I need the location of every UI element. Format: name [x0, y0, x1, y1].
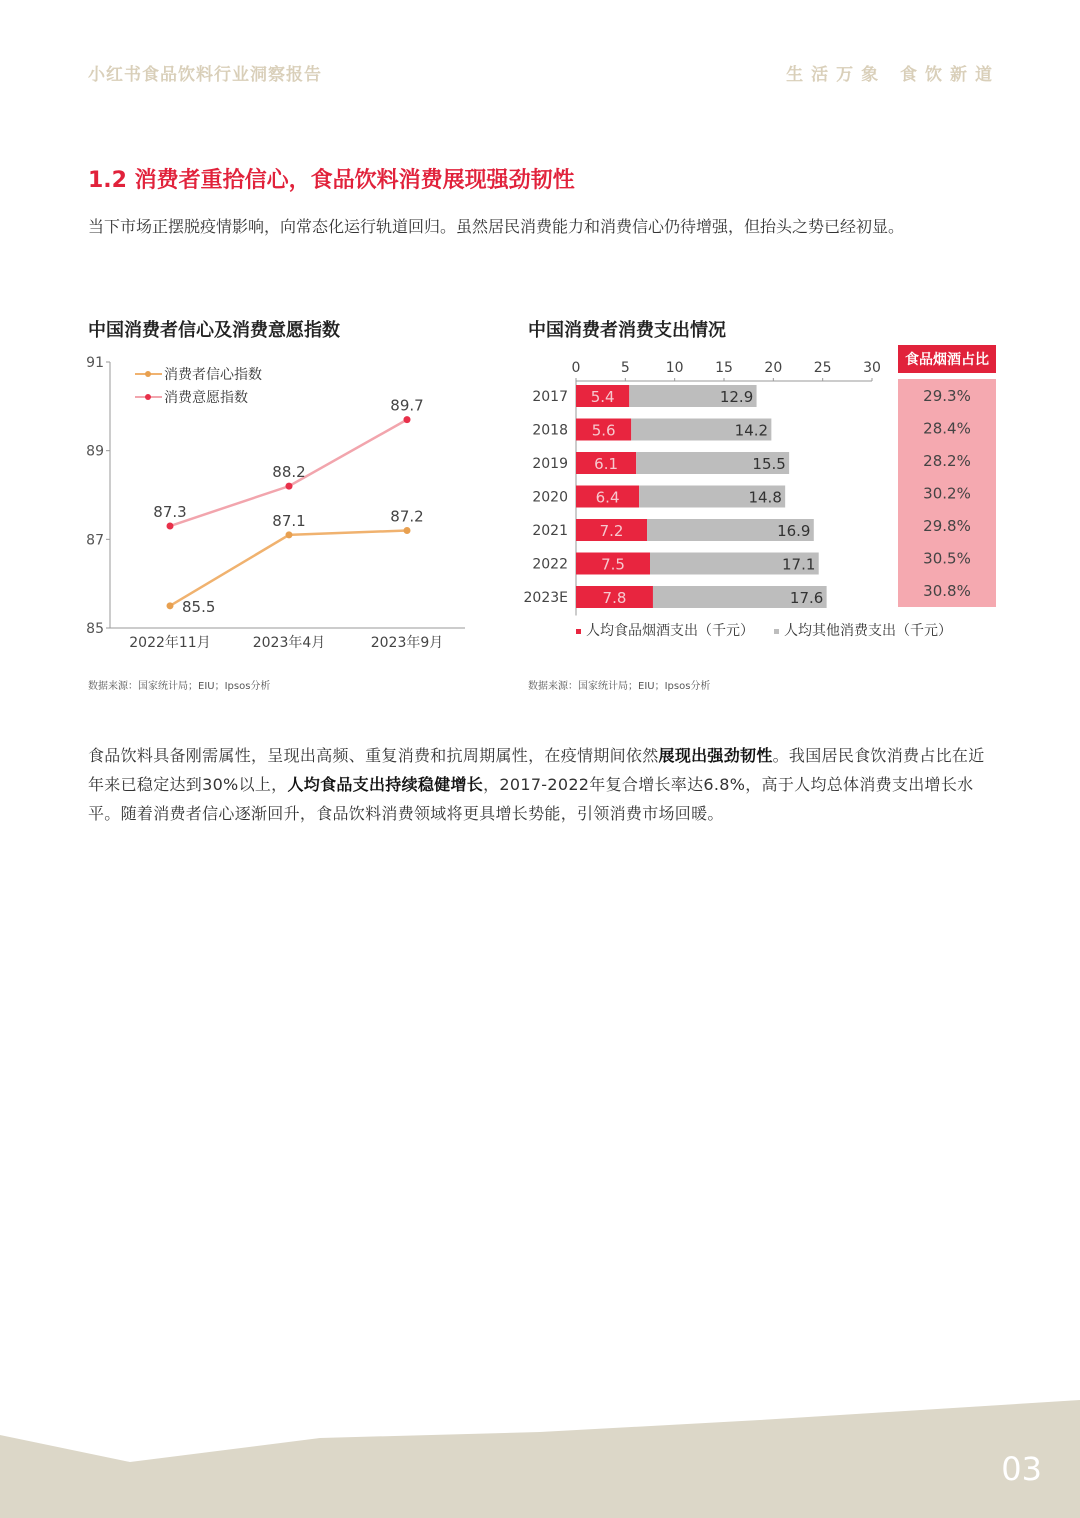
body-text-3: ，2017-2022年复合增长率达6.8%，高于人均总体消费支出增长水平。随着消费者信心逐渐回升，食品饮料消费领域将更具增长势能，引领消费市场回暖。: [88, 775, 974, 823]
report-title: 小红书食品饮料行业洞察报告: [88, 65, 322, 85]
x-tick-label: 10: [665, 360, 684, 376]
body-paragraph: [88, 741, 1000, 828]
y-tick-label: 85: [86, 621, 104, 637]
bar-other-label: 16.9: [777, 522, 811, 540]
x-tick-label: 0: [571, 360, 581, 376]
x-tick-label: 25: [813, 360, 832, 376]
line-chart-source: 数据来源：国家统计局；EIU；Ipsos分析: [88, 681, 271, 692]
x-tick-label: 30: [863, 360, 881, 376]
legend-label: 人均其他消费支出（千元）: [784, 623, 952, 639]
data-point: [404, 416, 411, 423]
data-label: 87.2: [390, 507, 424, 526]
x-tick-label: 2023年4月: [252, 635, 326, 651]
data-label: 87.3: [153, 503, 187, 522]
data-label: 87.1: [272, 511, 306, 530]
series-line: [170, 530, 407, 605]
page-number: 03: [1001, 1450, 1042, 1488]
section-title: 1.2 消费者重拾信心，食品饮料消费展现强劲韧性: [88, 168, 575, 193]
legend-swatch: [576, 629, 581, 634]
data-point: [167, 602, 174, 609]
x-tick-label: 20: [764, 360, 783, 376]
y-tick-label: 2020: [532, 489, 568, 506]
bar-food-label: 7.5: [601, 555, 625, 574]
side-table-value: 30.5%: [923, 549, 971, 568]
bar-other-label: 17.6: [789, 589, 824, 607]
line-chart-title: 中国消费者信心及消费意愿指数: [88, 320, 340, 341]
legend-label: 消费意愿指数: [164, 390, 248, 406]
legend-swatch: [774, 629, 779, 634]
legend-marker: [145, 394, 151, 400]
data-point: [286, 531, 293, 538]
y-tick-label: 2017: [532, 389, 568, 405]
y-tick-label: 2018: [532, 422, 568, 439]
legend-label: 人均食品烟酒支出（千元）: [586, 623, 754, 639]
body-bold-2: 人均食品支出持续稳健增长: [287, 775, 484, 794]
body-text-2: 。我国居民食饮消费占比在近年来已稳定达到30%以上，: [88, 746, 985, 794]
bar-food-label: 7.8: [602, 589, 627, 607]
y-tick-label: 2019: [532, 456, 568, 472]
data-point: [167, 523, 174, 530]
side-table-value: 29.8%: [923, 517, 971, 535]
side-table-value: 29.3%: [923, 387, 971, 405]
footer-decoration: [0, 1390, 1080, 1518]
legend-label: 消费者信心指数: [164, 367, 262, 383]
report-slogan: 生活万象 食饮新道: [786, 65, 1000, 85]
y-tick-label: 2021: [532, 523, 568, 539]
bar-food-label: 6.4: [595, 488, 620, 507]
y-tick-label: 87: [86, 532, 104, 549]
x-tick-label: 2022年11月: [129, 635, 211, 651]
bar-food-label: 5.4: [590, 388, 615, 406]
bar-other-label: 14.8: [748, 488, 782, 507]
x-tick-label: 2023年9月: [370, 635, 444, 651]
side-table-value: 30.8%: [923, 582, 971, 600]
section-intro: 当下市场正摆脱疫情影响，向常态化运行轨道回归。虽然居民消费能力和消费信心仍待增强，但抬头之势已经初显。: [88, 217, 905, 236]
x-tick-label: 5: [620, 360, 630, 376]
bar-chart-title: 中国消费者消费支出情况: [528, 320, 726, 341]
data-point: [404, 527, 411, 534]
bar-other-label: 14.2: [734, 421, 769, 440]
side-table-header: 食品烟酒占比: [905, 352, 989, 368]
bar-other-label: 17.1: [782, 555, 816, 574]
legend-marker: [145, 371, 151, 377]
line-chart: [80, 345, 480, 665]
data-point: [286, 483, 293, 490]
data-label: 89.7: [390, 396, 424, 415]
side-table-value: 28.2%: [923, 452, 971, 470]
bar-chart: [510, 345, 1010, 655]
body-text-1: 食品饮料具备刚需属性，呈现出高频、重复消费和抗周期属性，在疫情期间依然: [88, 746, 659, 765]
bar-food-label: 7.2: [599, 522, 624, 540]
side-table-value: 30.2%: [923, 484, 971, 503]
x-tick-label: 15: [715, 360, 733, 376]
data-label: 85.5: [182, 597, 216, 616]
side-table-value: 28.4%: [923, 419, 971, 438]
y-tick-label: 2022: [532, 556, 568, 573]
y-tick-label: 91: [86, 355, 104, 371]
y-tick-label: 89: [86, 443, 104, 460]
bar-food-label: 6.1: [594, 455, 619, 473]
y-tick-label: 2023E: [523, 590, 568, 606]
bar-other-label: 15.5: [752, 455, 786, 473]
data-label: 88.2: [272, 463, 306, 482]
bar-chart-source: 数据来源：国家统计局；EIU；Ipsos分析: [528, 681, 711, 692]
body-bold-1: 展现出强劲韧性: [658, 746, 773, 765]
bar-other-label: 12.9: [719, 388, 754, 406]
bar-food-label: 5.6: [591, 421, 616, 440]
